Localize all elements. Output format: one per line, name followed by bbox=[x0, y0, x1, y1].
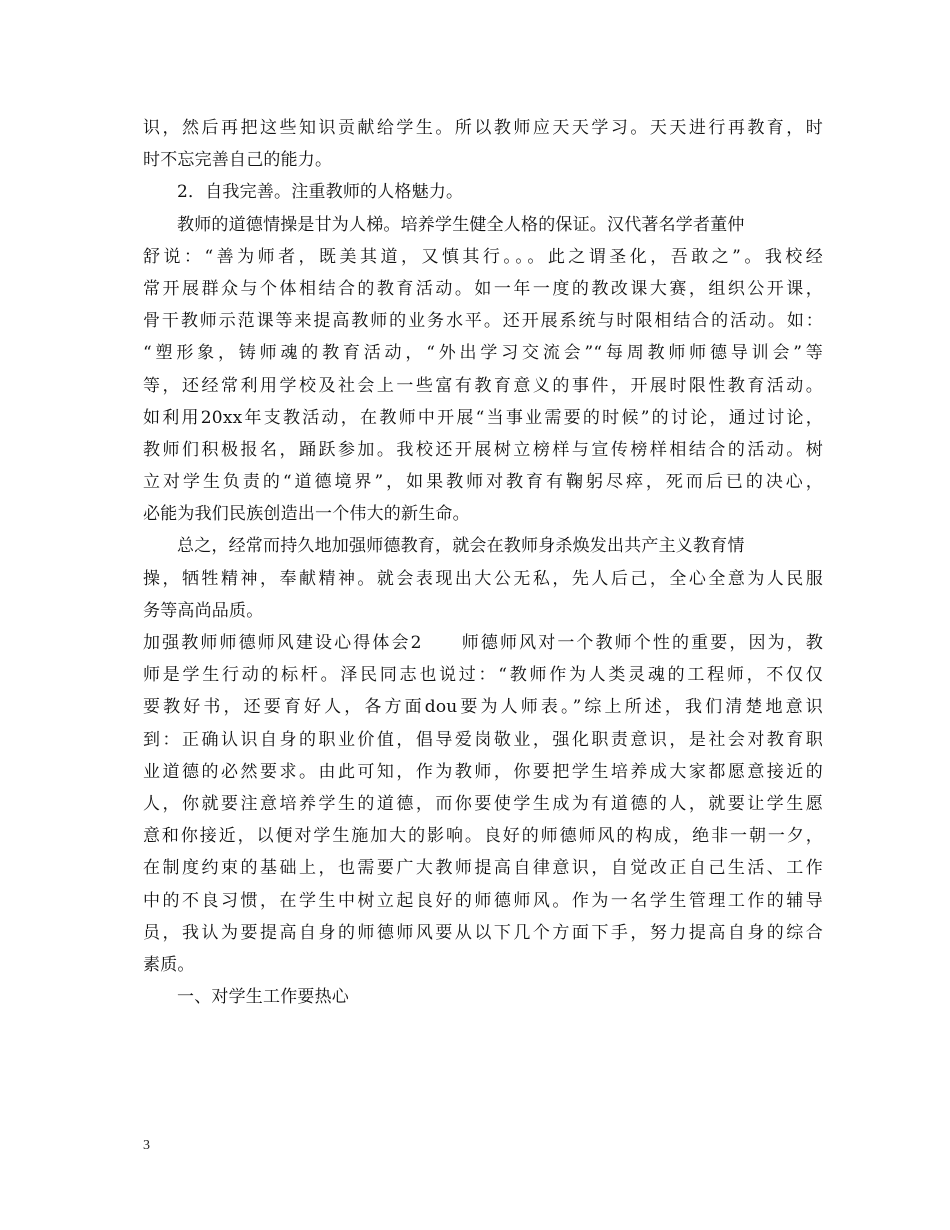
text-line: 意和你接近，以便对学生施加大的影响。良好的师德师风的构成，绝非一朝一夕， bbox=[143, 826, 823, 847]
text-line: 舒说：“善为师者，既美其道，又慎其行。。。此之谓圣化，吾敢之”。我校经 bbox=[143, 246, 823, 267]
text-line: 业道德的必然要求。由此可知，作为教师，你要把学生培养成大家都愿意接近的 bbox=[143, 761, 823, 782]
text-line: 员，我认为要提高自身的师德师风要从以下几个方面下手，努力提高自身的综合 bbox=[143, 922, 823, 943]
page-number: 3 bbox=[143, 1138, 150, 1153]
text-line: 一、对学生工作要热心 bbox=[177, 987, 349, 1008]
text-line: 常开展群众与个体相结合的教育活动。如一年一度的教改课大赛，组织公开课， bbox=[143, 278, 823, 299]
text-line: 在制度约束的基础上，也需要广大教师提高自律意识，自觉改正自己生活、工作 bbox=[143, 858, 823, 879]
text-line: 时不忘完善自己的能力。 bbox=[143, 150, 333, 171]
text-line: 素质。 bbox=[143, 954, 195, 975]
text-line: 骨干教师示范课等来提高教师的业务水平。还开展系统与时限相结合的活动。如： bbox=[143, 311, 823, 332]
text-line: 教师们积极报名，踊跃参加。我校还开展树立榜样与宣传榜样相结合的活动。树 bbox=[143, 439, 823, 460]
text-line: 到：正确认识自身的职业价值，倡导爱岗敬业，强化职责意识，是社会对教育职 bbox=[143, 729, 823, 750]
text-line: 操，牺牲精神，奉献精神。就会表现出大公无私，先人后己，全心全意为人民服 bbox=[143, 568, 823, 589]
text-line: 总之，经常而持久地加强师德教育，就会在教师身杀焕发出共产主义教育情 bbox=[177, 536, 745, 557]
text-line: 务等高尚品质。 bbox=[143, 600, 264, 621]
text-line: “塑形象，铸师魂的教育活动，“外出学习交流会”“每周教师师德导训会”等 bbox=[143, 343, 823, 364]
text-line: 教师的道德情操是甘为人梯。培养学生健全人格的保证。汉代著名学者董仲 bbox=[177, 214, 745, 235]
text-line: 要教好书，还要育好人，各方面dou要为人师表。”综上所述，我们清楚地意识 bbox=[143, 697, 823, 718]
body-text bbox=[143, 112, 823, 1013]
text-line: 如利用20xx年支教活动，在教师中开展“当事业需要的时候”的讨论，通过讨论， bbox=[143, 407, 823, 428]
text-line: 2．自我完善。注重教师的人格魅力。 bbox=[177, 182, 464, 203]
text-line: 师是学生行动的标杆。泽民同志也说过：“教师作为人类灵魂的工程师，不仅仅 bbox=[143, 665, 823, 686]
text-line: 必能为我们民族创造出一个伟大的新生命。 bbox=[143, 504, 470, 525]
text-line: 识，然后再把这些知识贡献给学生。所以教师应天天学习。天天进行再教育，时 bbox=[143, 118, 823, 138]
text-line: 等，还经常利用学校及社会上一些富有教育意义的事件，开展时限性教育活动。 bbox=[143, 375, 823, 396]
text-line: 中的不良习惯，在学生中树立起良好的师德师风。作为一名学生管理工作的辅导 bbox=[143, 890, 823, 911]
text-line: 加强教师师德师风建设心得体会2 师德师风对一个教师个性的重要，因为，教 bbox=[143, 633, 823, 653]
text-line: 立对学生负责的“道德境界”，如果教师对教育有鞠躬尽瘁，死而后已的决心， bbox=[143, 472, 823, 493]
text-line: 人，你就要注意培养学生的道德，而你要使学生成为有道德的人，就要让学生愿 bbox=[143, 793, 823, 814]
